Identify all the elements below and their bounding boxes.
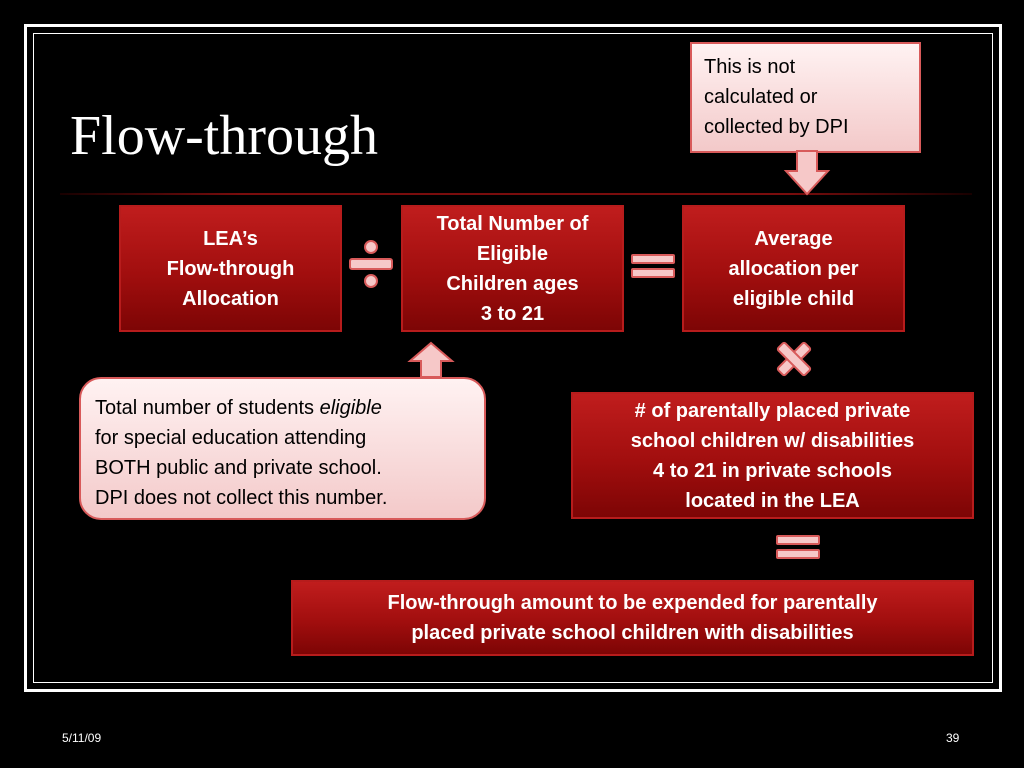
box-total-line-4: 3 to 21 [480,302,545,325]
note-top-line-3: collected by DPI [704,116,849,138]
box-average-line-1: Average [754,227,833,250]
note-left-line-4: DPI does not collect this number. [95,487,388,509]
footer-date: 5/11/09 [62,731,102,745]
note-not-calculated [690,42,921,153]
note-top-line-1: This is not [704,56,796,78]
divide-icon [348,240,394,288]
title-divider [60,193,972,195]
box-lea-line-2: Flow-through [166,257,295,280]
box-lea-allocation [119,205,342,332]
box-total-line-2: Eligible [476,242,549,265]
box-total-line-3: Children ages [446,272,579,295]
arrow-up-icon [408,341,454,379]
equals-icon [630,253,676,279]
note-total-eligible-students [79,377,486,520]
page-number: 39 [946,731,960,745]
box-result-line-1: Flow-through amount to be expended for parentally [387,592,878,614]
box-result-line-2: placed private school children with disabilities [411,622,854,644]
note-left-line-1 [95,393,470,423]
box-lea-line-3: Allocation [182,287,279,310]
box-parental-line-3: 4 to 21 in private schools [653,459,892,482]
box-total-line-1: Total Number of [436,212,589,235]
box-average-allocation [682,205,905,332]
note-left-line-1-text: Total number of students [95,397,320,419]
note-left-eligible-emphasis: eligible [319,397,382,419]
box-parental-line-2: school children w/ disabilities [630,429,915,452]
box-lea-line-1: LEA’s [203,227,258,250]
multiply-icon [775,340,813,378]
arrow-down-icon [784,151,830,196]
box-average-line-2: allocation per [728,257,859,280]
note-left-line-2: for special education attending [95,427,367,449]
note-left-line-3: BOTH public and private school. [95,457,382,479]
box-parentally-placed-children [571,392,974,519]
box-parental-line-4: located in the LEA [685,489,860,512]
box-average-line-3: eligible child [732,287,855,310]
box-total-eligible-children [401,205,624,332]
note-top-line-2: calculated or [704,86,818,108]
box-flow-through-amount [291,580,974,656]
box-parental-line-1: # of parentally placed private [634,399,911,422]
slide-title: Flow-through [70,105,378,167]
equals-icon-2 [775,534,821,560]
